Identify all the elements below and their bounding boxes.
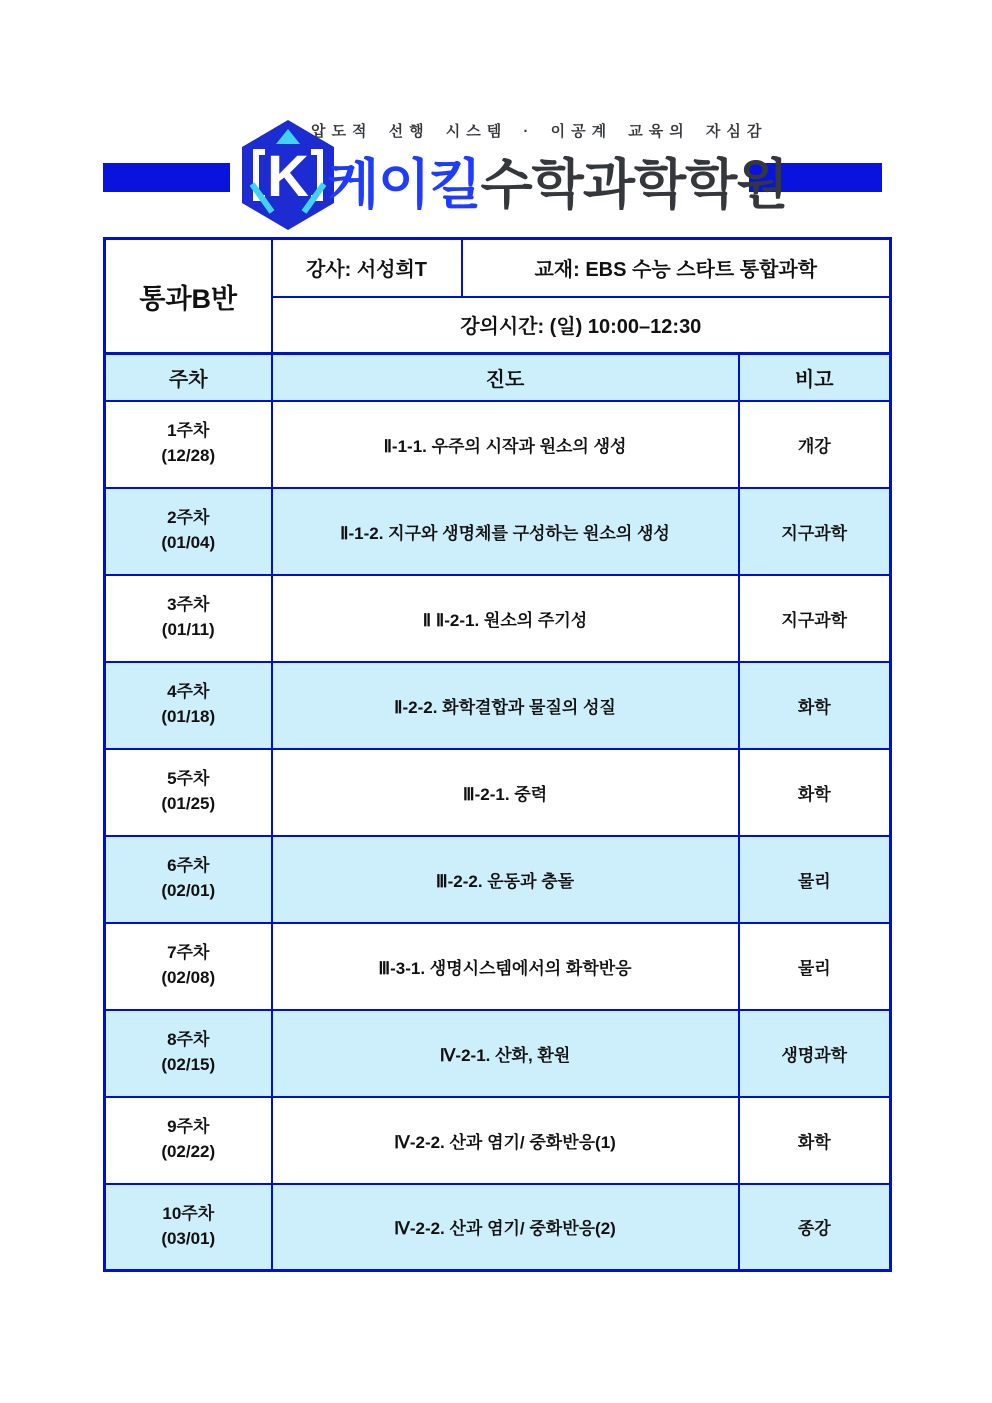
tables-block [103, 237, 889, 1272]
week-date: (01/25) [161, 794, 216, 813]
table-row-week-1 [105, 401, 891, 488]
column-header-content: 진도 [272, 354, 739, 401]
note-cell: 지구과학 [739, 488, 891, 575]
brand-name [327, 142, 787, 219]
class-name-cell: 통과B반 [105, 239, 272, 354]
table-row-week-8 [105, 1010, 891, 1097]
content-cell: Ⅱ-1-1. 우주의 시작과 원소의 생성 [272, 401, 739, 488]
content-cell: Ⅳ-2-1. 산화, 환원 [272, 1010, 739, 1097]
brand-tagline: 압도적 선행 시스템 · 이공계 교육의 자심감 [311, 123, 768, 140]
content-cell: Ⅱ-2-2. 화학결합과 물질의 성질 [272, 662, 739, 749]
table-row-week-4 [105, 662, 891, 749]
table-row-week-6 [105, 836, 891, 923]
table-row-week-2 [105, 488, 891, 575]
column-header-week: 주차 [105, 354, 272, 401]
content-cell: Ⅲ-3-1. 생명시스템에서의 화학반응 [272, 923, 739, 1010]
brand-header [103, 112, 889, 234]
table-row-week-7 [105, 923, 891, 1010]
week-cell [105, 1010, 272, 1097]
week-cell [105, 1097, 272, 1184]
week-date: (12/28) [161, 446, 216, 465]
week-label: 7주차 [167, 943, 210, 963]
week-date: (01/04) [161, 533, 216, 552]
table-row-week-10 [105, 1184, 891, 1271]
week-label: 5주차 [167, 769, 210, 789]
week-label: 2주차 [167, 508, 210, 528]
week-cell [105, 401, 272, 488]
week-cell [105, 923, 272, 1010]
note-cell: 물리 [739, 836, 891, 923]
note-cell: 개강 [739, 401, 891, 488]
week-cell [105, 1184, 272, 1271]
logo-letter: K [267, 144, 309, 209]
note-cell: 화학 [739, 1097, 891, 1184]
content-cell: Ⅳ-2-2. 산과 염기/ 중화반응(2) [272, 1184, 739, 1271]
week-label: 3주차 [167, 595, 210, 615]
week-label: 4주차 [167, 682, 210, 702]
class-info-table [103, 237, 892, 355]
content-cell: Ⅱ Ⅱ-2-1. 원소의 주기성 [272, 575, 739, 662]
week-date: (03/01) [161, 1228, 216, 1248]
week-date: (01/11) [161, 620, 215, 639]
brand-bar-left [103, 163, 230, 192]
note-cell: 물리 [739, 923, 891, 1010]
note-cell: 지구과학 [739, 575, 891, 662]
content-cell: Ⅱ-1-2. 지구와 생명체를 구성하는 원소의 생성 [272, 488, 739, 575]
week-cell [105, 662, 272, 749]
week-label: 9주차 [167, 1117, 210, 1137]
table-row-week-5 [105, 749, 891, 836]
week-date: (02/22) [161, 1142, 216, 1161]
note-cell: 화학 [739, 749, 891, 836]
note-cell: 종강 [739, 1184, 891, 1271]
note-cell: 생명과학 [739, 1010, 891, 1097]
week-date: (02/15) [161, 1055, 216, 1074]
week-cell [105, 575, 272, 662]
brand-name-primary: 케이킬 [327, 155, 481, 215]
table-row-week-3 [105, 575, 891, 662]
textbook-cell: 교재: EBS 수능 스타트 통합과학 [462, 239, 891, 297]
week-cell [105, 488, 272, 575]
note-cell: 화학 [739, 662, 891, 749]
content-cell: Ⅳ-2-2. 산과 염기/ 중화반응(1) [272, 1097, 739, 1184]
table-row-week-9 [105, 1097, 891, 1184]
week-label: 8주차 [167, 1030, 210, 1050]
schedule-header-row [105, 354, 891, 401]
instructor-cell: 강사: 서성희T [272, 239, 462, 297]
week-date: (02/01) [161, 881, 216, 900]
class-time-cell: 강의시간: (일) 10:00–12:30 [272, 297, 891, 354]
week-cell [105, 749, 272, 836]
week-cell [105, 836, 272, 923]
week-date: (01/18) [161, 707, 216, 726]
content-cell: Ⅲ-2-2. 운동과 충돌 [272, 836, 739, 923]
week-date: (02/08) [161, 968, 216, 987]
week-label: 6주차 [167, 856, 210, 876]
brand-name-secondary: 수학과학학원 [480, 155, 788, 215]
weekly-schedule-table [103, 352, 892, 1272]
content-cell: Ⅲ-2-1. 중력 [272, 749, 739, 836]
week-label: 1주차 [167, 421, 210, 441]
week-label: 10주차 [162, 1204, 215, 1224]
column-header-note: 비고 [739, 354, 891, 401]
